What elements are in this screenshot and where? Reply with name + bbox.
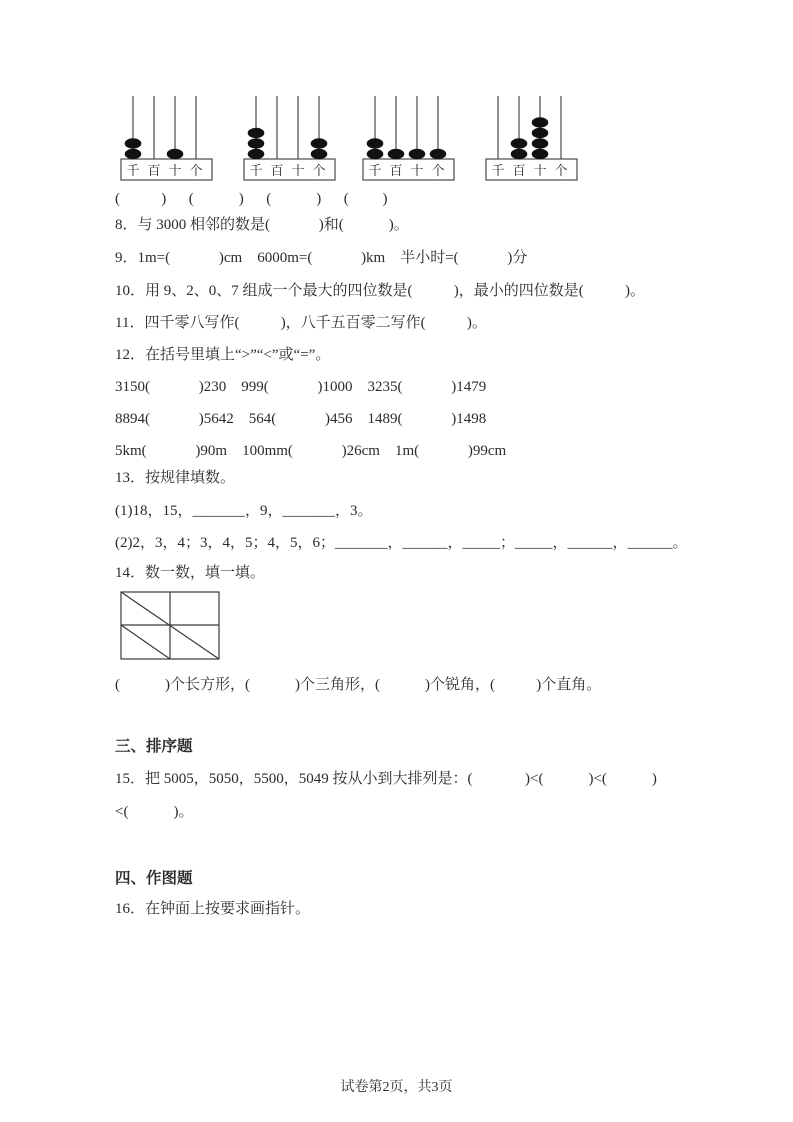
- question-11: 11．四千零八写作( )，八千五百零二写作( )。: [115, 315, 487, 331]
- question-12-row3: 5km( )90m 100mm( )26cm 1m( )99cm: [115, 443, 507, 459]
- abacus-answer-blanks: ( ) ( ) ( ) ( ): [115, 191, 388, 207]
- svg-text:千: 千: [491, 163, 505, 178]
- question-13-part2: (2)2，3，4；3，4，5；4，5，6；_______，______，_____；_____，______，______。: [115, 535, 688, 551]
- svg-text:百: 百: [512, 163, 526, 178]
- svg-text:个: 个: [431, 163, 445, 178]
- question-12-row1: 3150( )230 999( )1000 3235( )1479: [115, 379, 487, 395]
- section-3-heading: 三、排序题: [115, 738, 193, 755]
- svg-text:十: 十: [533, 163, 547, 178]
- abacus-figure: [242, 93, 337, 183]
- question-15-line2: <( )。: [115, 804, 194, 820]
- question-10: 10．用 9、2、0、7 组成一个最大的四位数是( )，最小的四位数是( )。: [115, 283, 645, 299]
- question-12: 12．在括号里填上“>”“<”或“=”。: [115, 347, 331, 363]
- svg-text:十: 十: [291, 163, 305, 178]
- svg-text:千: 千: [126, 163, 140, 178]
- svg-text:千: 千: [368, 163, 382, 178]
- svg-text:个: 个: [312, 163, 326, 178]
- svg-text:千: 千: [249, 163, 263, 178]
- page-number-footer: 试卷第2页，共3页: [340, 1080, 453, 1095]
- question-14: 14．数一数，填一填。: [115, 565, 266, 581]
- abacus-figure: [484, 93, 579, 183]
- question-9: 9．1m=( )cm 6000m=( )km 半小时=( )分: [115, 250, 528, 266]
- question-8: 8．与 3000 相邻的数是( )和( )。: [115, 217, 409, 233]
- svg-text:百: 百: [270, 163, 284, 178]
- question-14-counts: ( )个长方形，( )个三角形，( )个锐角，( )个直角。: [115, 677, 602, 693]
- svg-text:个: 个: [189, 163, 203, 178]
- question-13: 13．按规律填数。: [115, 470, 236, 486]
- section-4-heading: 四、作图题: [115, 870, 193, 887]
- svg-text:十: 十: [168, 163, 182, 178]
- question-12-row2: 8894( )5642 564( )456 1489( )1498: [115, 411, 487, 427]
- abacus-figure: [361, 93, 456, 183]
- svg-text:百: 百: [389, 163, 403, 178]
- abacus-figure: [119, 93, 214, 183]
- question-13-part1: (1)18，15，_______，9，_______，3。: [115, 503, 373, 519]
- svg-text:百: 百: [147, 163, 161, 178]
- svg-text:个: 个: [554, 163, 568, 178]
- grid-figure: [120, 591, 221, 661]
- svg-text:十: 十: [410, 163, 424, 178]
- question-15-line1: 15．把 5005，5050，5500，5049 按从小到大排列是：( )<( )<( ): [115, 771, 657, 787]
- question-16: 16．在钟面上按要求画指针。: [115, 901, 311, 917]
